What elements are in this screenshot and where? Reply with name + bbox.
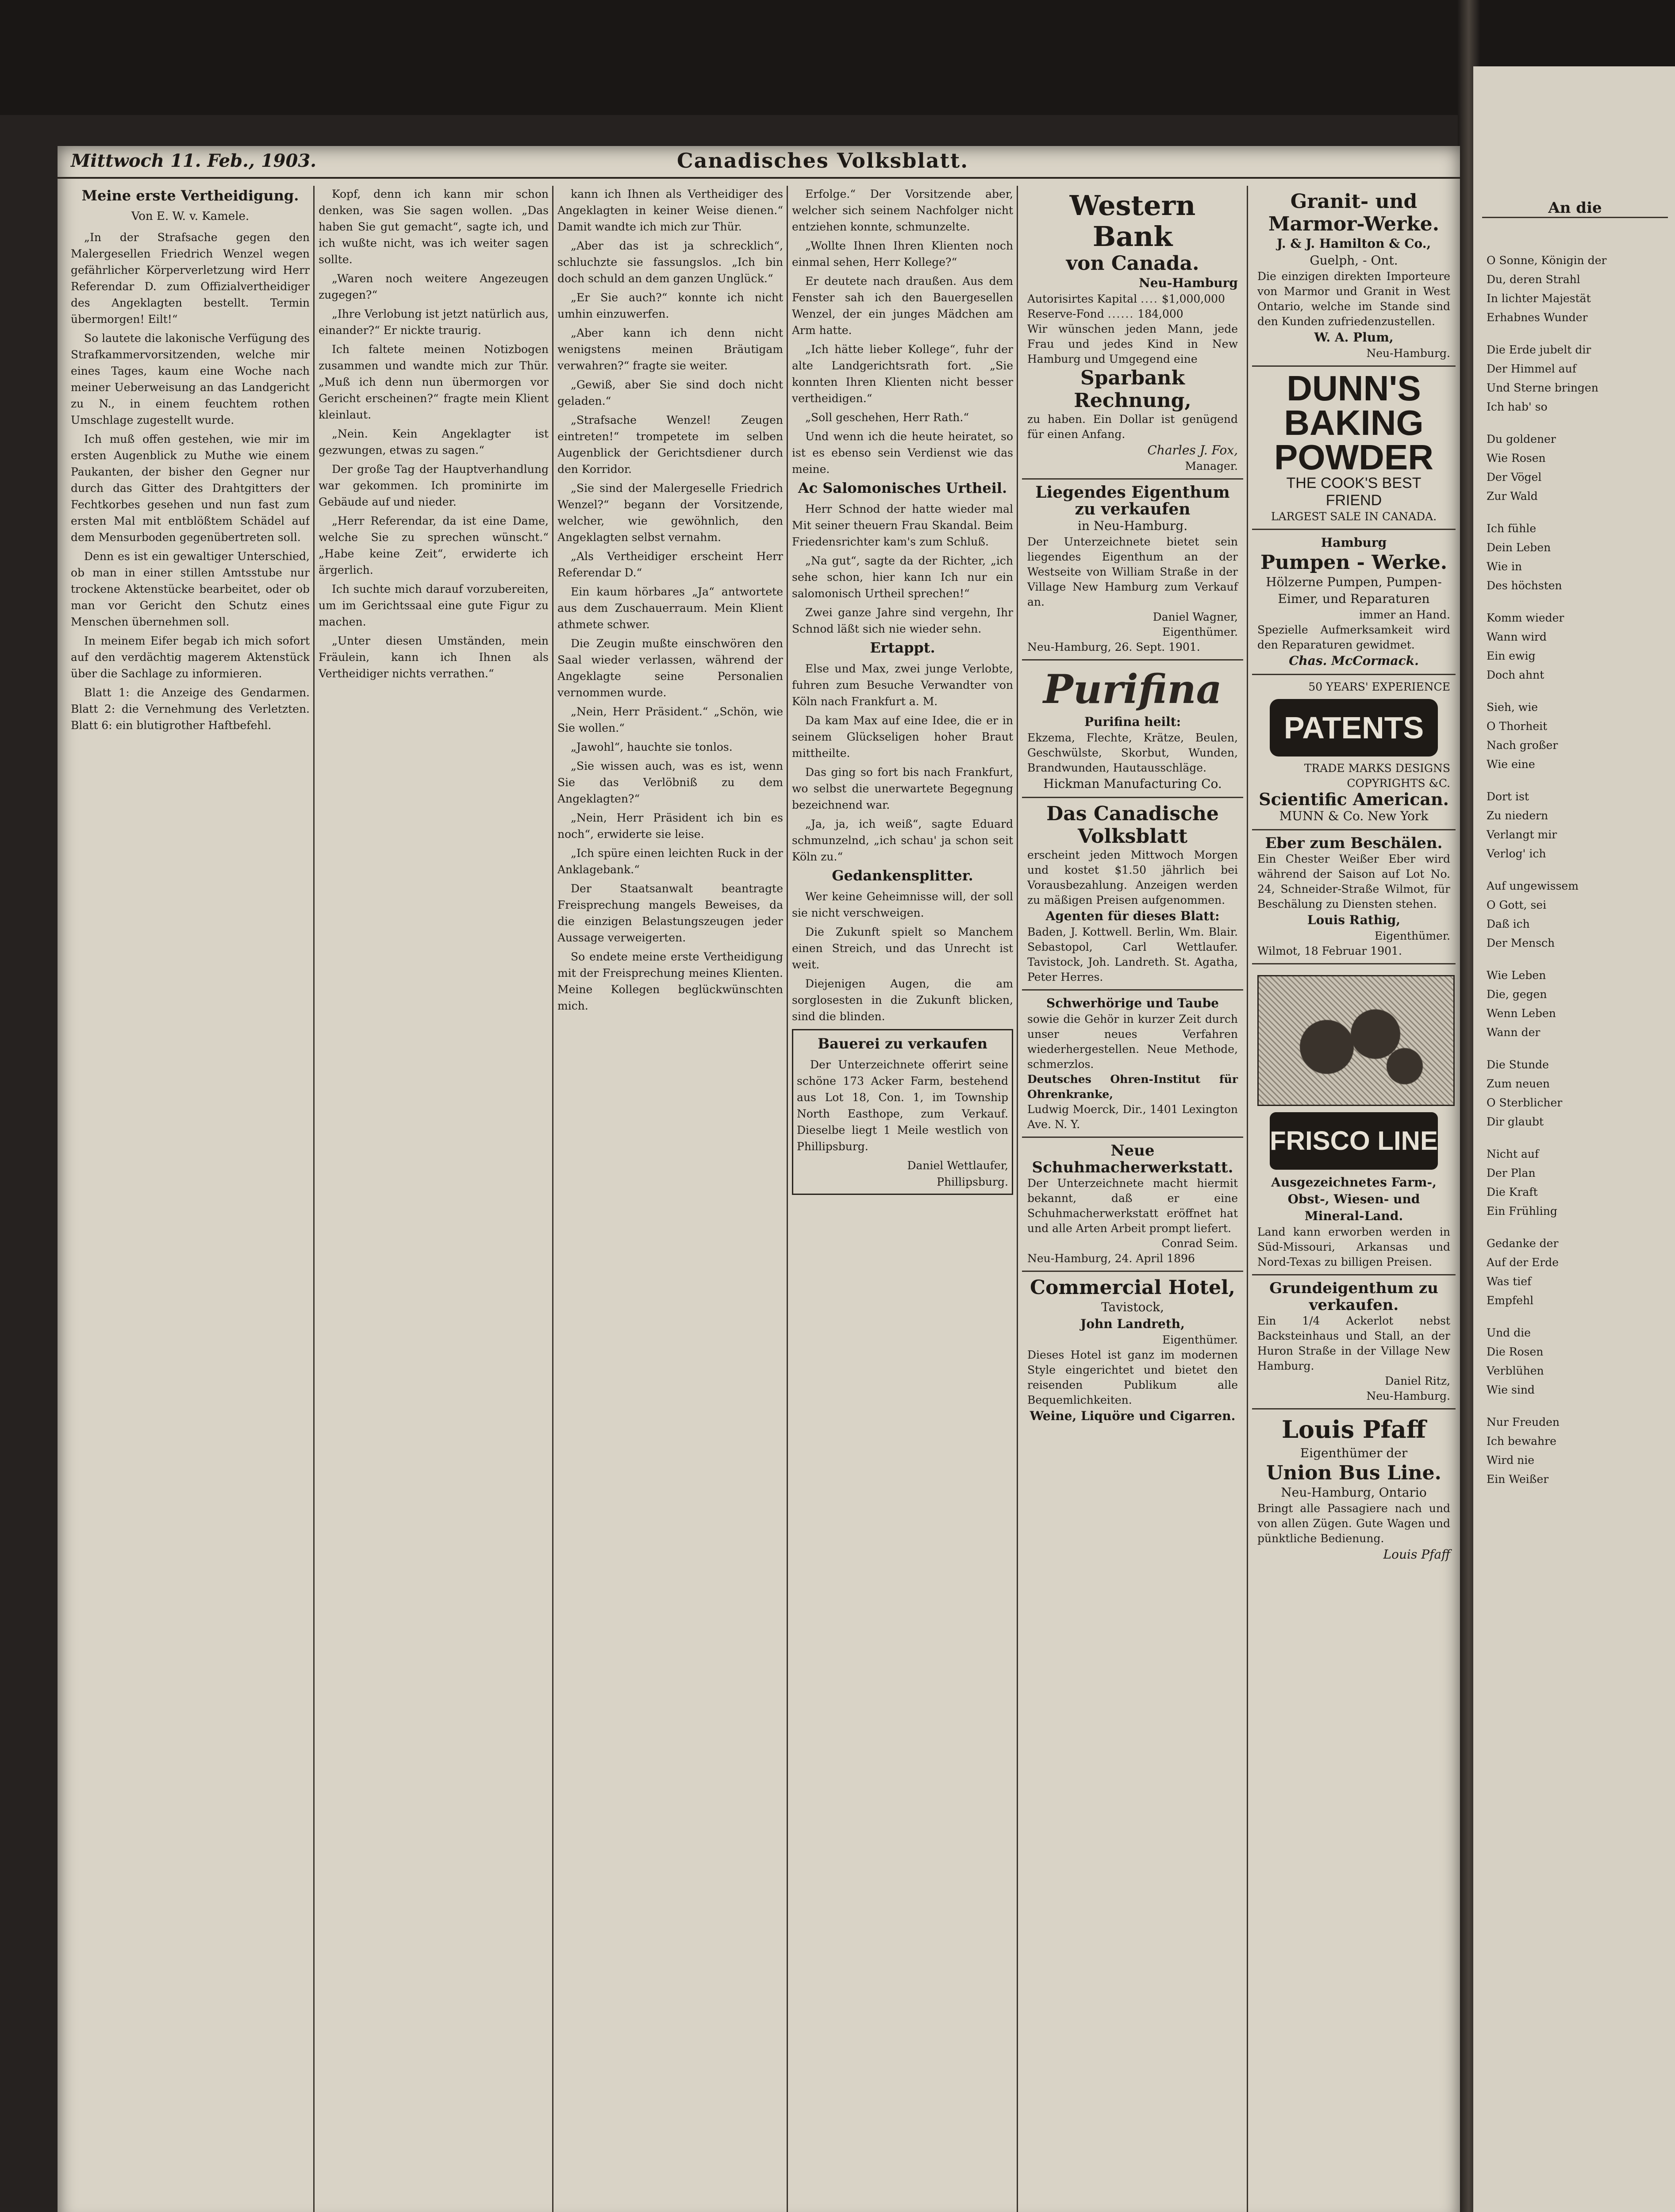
boar-text: Ein Chester Weißer Eber wird während der Saison auf Lot No. 24, Schneider-Straße Wilmot, für Beschälung zu Diensten stehen.	[1257, 853, 1450, 910]
bus-signature: Louis Pfaff	[1383, 1547, 1450, 1562]
fruit-engraving-image	[1257, 975, 1455, 1106]
article-paragraph: „Nein. Kein Angeklagter ist gezwungen, etwas zu sagen.“	[319, 427, 549, 457]
frisco-text: Land kann erworben werden in Süd-Missouri, Arkansas und Nord-Texas zu billigen Preisen.	[1257, 1225, 1450, 1268]
boar-heading: Eber zum Beschälen.	[1265, 834, 1443, 852]
deaf-ad	[1022, 991, 1243, 1138]
boar-date: Wilmot, 18 Februar 1901.	[1257, 945, 1402, 957]
story-paragraph: Else und Max, zwei junge Verlobte, fuhren zum Besuche Verwandter von Köln nach Frankfurt a. M.	[792, 662, 1013, 708]
poem-line: Wie Rosen	[1487, 452, 1546, 465]
poem-line: Ich fühle	[1487, 522, 1537, 535]
land-sale-owner: Daniel Ritz,	[1385, 1375, 1450, 1387]
article-paragraph: „Nein, Herr Präsident.“ „Schön, wie Sie wollen.“	[557, 705, 783, 734]
aphorism: Diejenigen Augen, die am sorglosesten in die Zukunft blicken, sind die blinden.	[792, 977, 1013, 1023]
bank-subtitle: von Canada.	[1066, 252, 1199, 275]
story-paragraph: Da kam Max auf eine Idee, die er in seinem Glückseligen hoher Braut mittheilte.	[792, 714, 1013, 760]
story-heading: Ertappt.	[870, 639, 935, 656]
article-paragraph: kann ich Ihnen als Vertheidiger des Angeklagten in keiner Weise dienen.“ Damit wandte ich mich zur Thür.	[557, 188, 783, 233]
purifina-text: Ekzema, Flechte, Krätze, Beulen, Geschwülste, Skorbut, Wunden, Brandwunden, Hautausschläge.	[1027, 731, 1238, 774]
column-rule	[1017, 186, 1018, 2212]
article-byline: Von E. W. v. Kamele.	[131, 210, 250, 223]
capital-label: Autorisirtes Kapital	[1027, 292, 1137, 305]
poem-line: Der Vögel	[1487, 471, 1542, 484]
property-place: in Neu-Hamburg.	[1077, 518, 1188, 533]
poem-line: Wann der	[1487, 1026, 1541, 1039]
granite-title: Granit- und Marmor-Werke.	[1268, 190, 1440, 235]
hotel-heading: Commercial Hotel,	[1030, 1276, 1235, 1299]
next-page-heading: An die	[1482, 199, 1668, 218]
patents-years: 50 YEARS' EXPERIENCE	[1308, 680, 1450, 693]
poem-line: Wie sind	[1487, 1383, 1535, 1396]
poem-line: Und Sterne bringen	[1487, 381, 1598, 394]
article-paragraph: Denn es ist ein gewaltiger Unterschied, ob man in einer stillen Amtsstube nur trockene Aktenstücke bearbeitet, oder ob man vor Gericht den Schutz eines Menschen übernehmen soll.	[71, 550, 310, 628]
article-paragraph: „Gewiß, aber Sie sind doch nicht geladen.“	[557, 378, 783, 407]
poem-line: Doch ahnt	[1487, 668, 1544, 681]
article-paragraph: „Als Vertheidiger erscheint Herr Referendar D.“	[557, 550, 783, 579]
bus-province: Ontario	[1379, 1485, 1427, 1500]
pump-title: Pumpen - Werke.	[1260, 551, 1448, 574]
article-paragraph: Ich muß offen gestehen, wie mir im ersten Augenblick zu Muthe wie einem Paukanten, der bisher den Gegner nur durch das Gitter des Drahtgitters der Fechtkorbes gesehen und nun fast zum ersten Mal mit entblößtem Schädel auf dem Mensurboden gegenübertreten soll.	[71, 433, 310, 544]
bank-signature: Charles J. Fox,	[1147, 443, 1238, 457]
article-column-3	[557, 186, 783, 2212]
patents-firm	[1257, 808, 1450, 825]
granite-owner: J. & J. Hamilton & Co.,	[1276, 236, 1431, 251]
article-paragraph: „Aber kann ich denn nicht wenigstens meinen Bräutigam verwahren?“ fragte sie weiter.	[557, 326, 783, 372]
pump-place: Hamburg	[1321, 535, 1387, 550]
poem-line: Verblühen	[1487, 1364, 1544, 1377]
boar-owner: Louis Rathig,	[1307, 913, 1401, 927]
agents-heading: Agenten für dieses Blatt:	[1045, 909, 1220, 923]
bank-reserve: Reserve-Fond ...... 184,000	[1027, 307, 1183, 320]
shoemaker-signature: Conrad Seim.	[1161, 1237, 1238, 1250]
granite-ad	[1252, 186, 1456, 367]
purifina-company: Hickman Manufacturing Co.	[1043, 776, 1222, 791]
newspaper-title: Canadisches Volksblatt.	[677, 149, 969, 173]
land-sale-text: Ein 1/4 Ackerlot nebst Backsteinhaus und Stall, an der Huron Straße in der Village New Hamburg.	[1257, 1314, 1450, 1372]
property-title: Liegendes Eigenthum zu verkaufen	[1035, 483, 1230, 518]
reserve-value: 184,000	[1137, 307, 1183, 320]
hotel-drinks: Weine, Liquöre und Cigarren.	[1030, 1409, 1236, 1423]
poem-line: Du, deren Strahl	[1487, 273, 1580, 286]
poem-line: Verlangt mir	[1487, 828, 1557, 841]
poem-line: Gedanke der	[1487, 1237, 1559, 1250]
ads-column-1	[1022, 186, 1243, 2212]
bank-spar: Sparbank Rechnung,	[1074, 367, 1191, 412]
poem-line: Der Mensch	[1487, 937, 1555, 949]
bus-line-ad	[1252, 1409, 1456, 1567]
patents-city: New York	[1368, 809, 1429, 823]
poem-line: O Gott, sei	[1487, 899, 1547, 911]
next-page-poem	[1487, 252, 1663, 1503]
article-column-2	[319, 186, 549, 2212]
purifina-heading: Purifina heilt:	[1084, 714, 1181, 729]
bus-title: Union Bus Line.	[1266, 1462, 1441, 1484]
boar-role: Eigenthümer.	[1374, 929, 1450, 942]
poem-line: Verlog' ich	[1487, 847, 1546, 860]
poem-line: Wie in	[1487, 560, 1522, 573]
patents-firm-name: MUNN & Co.	[1279, 809, 1364, 823]
article-paragraph: „Ihre Verlobung ist jetzt natürlich aus, einander?“ Er nickte traurig.	[319, 307, 549, 337]
property-role: Eigenthümer.	[1162, 626, 1238, 638]
dunn-logo-line-1: DUNN'S	[1287, 369, 1421, 408]
column-rule	[787, 186, 788, 2212]
article-paragraph: „Ich spüre einen leichten Ruck in der Anklagebank.“	[557, 847, 783, 876]
bank-branch: Neu-Hamburg	[1139, 276, 1238, 290]
article-paragraph: Ein kaum hörbares „Ja“ antwortete aus dem Zuschauerraum. Mein Klient athmete schwer.	[557, 585, 783, 631]
article-column-4	[792, 186, 1013, 2212]
poem-line: Wann wird	[1487, 630, 1547, 643]
article-paragraph: Blatt 1: die Anzeige des Gendarmen. Blatt 2: die Vernehmung des Verletzten. Blatt 6: ein blutigrother Haftbefehl.	[71, 686, 310, 732]
poem-line: Dir glaubt	[1487, 1115, 1544, 1128]
boar-ad	[1252, 830, 1456, 964]
poem-line: Der Himmel auf	[1487, 362, 1576, 375]
granite-agent-place: Neu-Hamburg.	[1366, 347, 1450, 360]
patents-ad	[1252, 675, 1456, 830]
bank-title: Western Bank	[1069, 189, 1196, 253]
agents-list: Baden, J. Kottwell. Berlin, Wm. Blair. Sebastopol, Carl Wettlaufer. Tavistock, Joh. Landreth. St. Agatha, Peter Herres.	[1027, 926, 1238, 983]
farm-sale-heading: Bauerei zu verkaufen	[818, 1035, 987, 1052]
poem-line: Des höchsten	[1487, 579, 1562, 592]
poem-line: Der Plan	[1487, 1167, 1536, 1179]
poem-line: Ich bewahre	[1487, 1435, 1556, 1448]
hotel-owner: John Landreth,	[1080, 1317, 1185, 1331]
capital-value: $1,000,000	[1161, 292, 1225, 305]
poem-line: Wenn Leben	[1487, 1007, 1556, 1020]
property-text: Der Unterzeichnete bietet sein liegendes Eigenthum an der Westseite von William Straße in der Village New Hamburg zum Verkauf an.	[1027, 535, 1238, 608]
bus-owner-name: Louis Pfaff	[1281, 1415, 1426, 1444]
hotel-role: Eigenthümer.	[1162, 1333, 1238, 1346]
land-sale-ad	[1252, 1275, 1456, 1409]
article-paragraph: Der große Tag der Hauptverhandlung war gekommen. Ich prominirte im Gebäude auf und nieder.	[319, 463, 549, 508]
patents-journal: Scientific American.	[1259, 789, 1449, 809]
poem-line: Und die	[1487, 1326, 1531, 1339]
article-paragraph: „Waren noch weitere Angezeugen zugegen?“	[319, 272, 549, 301]
bus-place-name: Neu-Hamburg,	[1281, 1485, 1375, 1500]
column-rule	[552, 186, 553, 2212]
poem-paragraph: Herr Schnod der hatte wieder mal Mit seiner theuern Frau Skandal. Beim Friedensrichter kam's zum Schluß.	[792, 503, 1013, 548]
issue-date: Mittwoch 11. Feb., 1903.	[71, 150, 317, 171]
poem-paragraph: „Na gut“, sagte da der Richter, „ich sehe schon, hier kann Ich nur ein salomonisch Urtheil sprechen!“	[792, 554, 1013, 600]
article-paragraph: Ich faltete meinen Notizbogen zusammen und wandte mich zur Thür. „Muß ich denn nun übermorgen vor Gericht erscheinen?“ fragte mein Klient kleinlaut.	[319, 343, 549, 421]
poem-line: Wird nie	[1487, 1454, 1535, 1467]
poem-line: Nur Freuden	[1487, 1416, 1560, 1429]
poem-line: Dein Leben	[1487, 541, 1551, 554]
dunn-tagline: THE COOK'S BEST FRIEND	[1286, 475, 1421, 509]
poem-line: Dort ist	[1487, 790, 1529, 803]
article-paragraph: „Nein, Herr Präsident ich bin es noch“, erwiderte sie leise.	[557, 811, 783, 841]
granite-text: Die einzigen direkten Importeure von Marmor und Granit in West Ontario, welche im Stande sind den Kunden zufriedenzustellen.	[1257, 270, 1450, 328]
poem-line: Auf der Erde	[1487, 1256, 1559, 1269]
land-sale-place: Neu-Hamburg.	[1366, 1390, 1450, 1402]
dunn-logo-line-3: POWDER	[1274, 438, 1433, 477]
dunn-logo-line-2: BAKING	[1284, 403, 1424, 442]
bus-role: Eigenthümer der	[1300, 1446, 1408, 1460]
shoemaker-ad	[1022, 1138, 1243, 1272]
poem-line: O Thorheit	[1487, 720, 1548, 733]
farm-sale-text: Der Unterzeichnete offerirt seine schöne 173 Acker Farm, bestehend aus Lot 18, Con. 1, im Township North Easthope, zum Verkauf. Dieselbe liegt 1 Meile westlich von Phillipsburg.	[797, 1058, 1008, 1153]
granite-place: Guelph, - Ont.	[1310, 253, 1398, 268]
poem-line: Die Erde jubelt dir	[1487, 343, 1591, 356]
aphorism: Die Zukunft spielt so Manchem einen Streich, und das Unrecht ist weit.	[792, 926, 1013, 971]
shoemaker-date: Neu-Hamburg, 24. April 1896	[1027, 1252, 1195, 1265]
poem-line: Empfehl	[1487, 1294, 1534, 1307]
article-column-1	[71, 186, 310, 2212]
purifina-ad	[1022, 661, 1243, 798]
poem-line: Sieh, wie	[1487, 701, 1538, 714]
poem-line: Nach großer	[1487, 739, 1558, 752]
scan-top-edge	[0, 0, 1675, 115]
poem-line: Die, gegen	[1487, 988, 1547, 1001]
article-paragraph: „Herr Referendar, da ist eine Dame, welche Sie zu sprechen wünscht.“ „Habe keine Zeit“, erwiderte ich ärgerlich.	[319, 515, 549, 576]
column-rule	[1247, 186, 1248, 2212]
property-signature: Daniel Wagner,	[1153, 611, 1238, 623]
poem-line: Du goldener	[1487, 433, 1556, 445]
deaf-signature: Ludwig Moerck, Dir., 1401 Lexington Ave. N. Y.	[1027, 1103, 1238, 1131]
pump-note: immer an Hand.	[1359, 608, 1450, 621]
farm-sale-place: Phillipsburg.	[937, 1175, 1008, 1188]
bank-ad	[1022, 186, 1243, 480]
poem-paragraph: Zwei ganze Jahre sind vergehn, Ihr Schnod läßt sich nie wieder sehn.	[792, 606, 1013, 635]
volksblatt-heading: Das Canadische Volksblatt	[1046, 803, 1219, 848]
article-paragraph: „Ich hätte lieber Kollege“, fuhr der alte Landgerichtsrath fort. „Sie konnten Ihren Klienten nicht besser vertheidigen.“	[792, 343, 1013, 405]
poem-line: Nicht auf	[1487, 1148, 1539, 1160]
story-paragraph: „Ja, ja, ich weiß“, sagte Eduard schmunzelnd, „ich schau' ja schon seit Köln zu.“	[792, 818, 1013, 863]
pump-ad	[1252, 530, 1456, 675]
article-paragraph: Ich suchte mich darauf vorzubereiten, um im Gerichtssaal eine gute Figur zu machen.	[319, 583, 549, 628]
property-date: Neu-Hamburg, 26. Sept. 1901.	[1027, 641, 1200, 653]
deaf-institute: Deutsches Ohren-Institut für Ohrenkranke,	[1027, 1073, 1238, 1101]
article-paragraph: „Wollte Ihnen Ihren Klienten noch einmal sehen, Herr Kollege?“	[792, 239, 1013, 269]
poem-line: In lichter Majestät	[1487, 292, 1591, 305]
poem-line: Die Rosen	[1487, 1345, 1544, 1358]
bus-place	[1257, 1484, 1450, 1501]
poem-line: Ein Weißer	[1487, 1473, 1549, 1486]
bus-text: Bringt alle Passagiere nach und von allen Zügen. Gute Wagen und pünktliche Bedienung.	[1257, 1502, 1450, 1545]
article-paragraph: „Sie wissen auch, was es ist, wenn Sie das Verlöbniß zu dem Angeklagten?“	[557, 760, 783, 805]
article-paragraph: „Unter diesen Umständen, mein Fräulein, kann ich Ihnen als Vertheidiger nichts verrathen.“	[319, 634, 549, 680]
hotel-ad	[1022, 1272, 1243, 1429]
poem-heading: Ac Salomonisches Urtheil.	[798, 480, 1007, 496]
poem-line: Ein Frühling	[1487, 1205, 1557, 1217]
poem-line: Was tief	[1487, 1275, 1532, 1288]
bank-text: Wir wünschen jeden Mann, jede Frau und jedes Kind in New Hamburg und Umgegend eine	[1027, 323, 1238, 365]
shoemaker-heading: Neue Schuhmacherwerkstatt.	[1032, 1142, 1233, 1176]
article-paragraph: Der Staatsanwalt beantragte Freisprechung mangels Beweises, da die einzigen Belastungszeugen jeder Aussage verweigerten.	[557, 882, 783, 944]
article-paragraph: Er deutete nach draußen. Aus dem Fenster sah ich den Bauergesellen Wenzel, der ein junges Mädchen am Arm hatte.	[792, 275, 1013, 337]
article-heading: Meine erste Vertheidigung.	[81, 187, 299, 204]
property-ad	[1022, 480, 1243, 661]
pump-text: Spezielle Aufmerksamkeit wird den Reparaturen gewidmet.	[1257, 623, 1450, 651]
poem-line: O Sterblicher	[1487, 1096, 1563, 1109]
pump-items: Hölzerne Pumpen, Pumpen-Eimer, und Reparaturen	[1266, 575, 1442, 606]
article-paragraph: „Er Sie auch?“ konnte ich nicht umhin einzuwerfen.	[557, 291, 783, 320]
volksblatt-ad	[1022, 798, 1243, 991]
article-paragraph: In meinem Eifer begab ich mich sofort auf den verdächtig magerem Aktenstück über die Sachlage zu informieren.	[71, 634, 310, 680]
poem-line: Wie eine	[1487, 758, 1535, 771]
pump-owner: Chas. McCormack.	[1289, 653, 1419, 668]
poem-line: Die Stunde	[1487, 1058, 1549, 1071]
next-page-fragment	[1473, 66, 1675, 2212]
article-paragraph: Und wenn ich die heute heiratet, so ist es ebenso sein Verdienst wie das meine.	[792, 430, 1013, 476]
article-paragraph: So lautete die lakonische Verfügung des Strafkammervorsitzenden, welche mir eines Tages, kaum eine Woche nach meiner Ueberweisung an das Landgericht zu N., in einem feuchtem rothen Umschlage zugestellt wurde.	[71, 332, 310, 426]
farm-sale-ad	[792, 1029, 1013, 1195]
frisco-logo: FRISCO LINE	[1270, 1112, 1438, 1170]
article-paragraph: „Strafsache Wenzel! Zeugen eintreten!“ trompetete im selben Augenblick der Gerichtsdiener durch den Korridor.	[557, 414, 783, 476]
article-paragraph: So endete meine erste Vertheidigung mit der Freisprechung meines Klienten. Meine Kollegen beglückwünschten mich.	[557, 950, 783, 1012]
newspaper-page	[58, 146, 1460, 2212]
poem-line: Auf ungewissem	[1487, 879, 1579, 892]
farm-sale-signature: Daniel Wettlaufer,	[907, 1159, 1008, 1172]
frisco-ad	[1252, 964, 1456, 1275]
patents-logo: PATENTS	[1270, 699, 1438, 757]
aphorisms-heading: Gedankensplitter.	[832, 867, 973, 884]
poem-line: Zu niedern	[1487, 809, 1548, 822]
deaf-heading: Schwerhörige und Taube	[1046, 996, 1219, 1010]
column-rule	[313, 186, 315, 2212]
volksblatt-text: erscheint jeden Mittwoch Morgen und kostet $1.50 jährlich bei Vorausbezahlung. Anzeigen werden zu mäßigen Preisen aufgenommen.	[1027, 849, 1238, 906]
poem-line: Daß ich	[1487, 918, 1530, 930]
poem-line: Wie Leben	[1487, 969, 1546, 982]
land-sale-heading: Grundeigenthum zu verkaufen.	[1269, 1279, 1438, 1314]
article-paragraph: Die Zeugin mußte einschwören den Saal wieder verlassen, während der Angeklagte seine Personalien vernommen wurde.	[557, 637, 783, 699]
patents-tags: TRADE MARKS DESIGNS COPYRIGHTS &C.	[1304, 762, 1450, 790]
article-paragraph: „In der Strafsache gegen den Malergesellen Friedrich Wenzel wegen gefährlicher Körperverletzung wird Herr Referendar D. zum Offizialvertheidiger des Angeklagten bestellt. Termin übermorgen! Eilt!“	[71, 231, 310, 326]
ads-column-2	[1252, 186, 1456, 2212]
baking-powder-ad	[1252, 367, 1456, 530]
bank-capital: Autorisirtes Kapital .... $1,000,000	[1027, 292, 1225, 305]
hotel-place: Tavistock,	[1101, 1300, 1164, 1314]
poem-line: Zur Wald	[1487, 490, 1538, 503]
granite-agent: W. A. Plum,	[1314, 330, 1394, 345]
deaf-text: sowie die Gehör in kurzer Zeit durch unser neues Verfahren wiederhergestellen. Neue Methode, schmerzlos.	[1027, 1013, 1238, 1071]
article-paragraph: „Jawohl“, hauchte sie tonlos.	[571, 741, 733, 753]
article-paragraph: „Sie sind der Malergeselle Friedrich Wenzel?“ begann der Vorsitzende, welcher, wie gewöhnlich, den Angeklagten selbst vernahm.	[557, 482, 783, 544]
bank-role: Manager.	[1185, 460, 1238, 472]
article-paragraph: Erfolge.“ Der Vorsitzende aber, welcher sich seinem Nachfolger nicht entziehen konnte, schmunzelte.	[792, 188, 1013, 233]
article-paragraph: Kopf, denn ich kann mir schon denken, was Sie sagen wollen. „Das haben Sie gut gemacht“, sagte ich, und ich wußte nicht, was ich weiter sagen sollte.	[319, 188, 549, 266]
poem-line: Zum neuen	[1487, 1077, 1550, 1090]
poem-line: O Sonne, Königin der	[1487, 254, 1607, 267]
purifina-logo: Purifina	[1043, 666, 1222, 713]
bank-text-2: zu haben. Ein Dollar ist genügend für einen Anfang.	[1027, 413, 1238, 441]
poem-line: Komm wieder	[1487, 611, 1564, 624]
shoemaker-text: Der Unterzeichnete macht hiermit bekannt, daß er eine Schuhmacherwerkstatt eröffnet hat und alle Arten Arbeit prompt liefert.	[1027, 1177, 1238, 1235]
poem-line: Die Kraft	[1487, 1186, 1538, 1198]
frisco-subtitle: Ausgezeichnetes Farm-, Obst-, Wiesen- und Mineral-Land.	[1271, 1175, 1437, 1223]
article-paragraph: „Soll geschehen, Herr Rath.“	[805, 411, 969, 424]
dunn-small: LARGEST SALE IN CANADA.	[1271, 510, 1437, 523]
reserve-label: Reserve-Fond	[1027, 307, 1104, 320]
hotel-text: Dieses Hotel ist ganz im modernen Style eingerichtet und bietet den reisenden Publikum alle Bequemlichkeiten.	[1027, 1348, 1238, 1406]
masthead	[58, 146, 1460, 179]
story-paragraph: Das ging so fort bis nach Frankfurt, wo selbst die unerwartete Begegnung bezeichnend war.	[792, 766, 1013, 811]
aphorism: Wer keine Geheimnisse will, der soll sie nicht verschweigen.	[792, 890, 1013, 919]
poem-line: Ein ewig	[1487, 649, 1536, 662]
poem-line: Erhabnes Wunder	[1487, 311, 1588, 324]
article-paragraph: „Aber das ist ja schrecklich“, schluchzte sie fassungslos. „Ich bin doch schuld an dem ganzen Unglück.“	[557, 239, 783, 285]
poem-line: Ich hab' so	[1487, 400, 1548, 413]
